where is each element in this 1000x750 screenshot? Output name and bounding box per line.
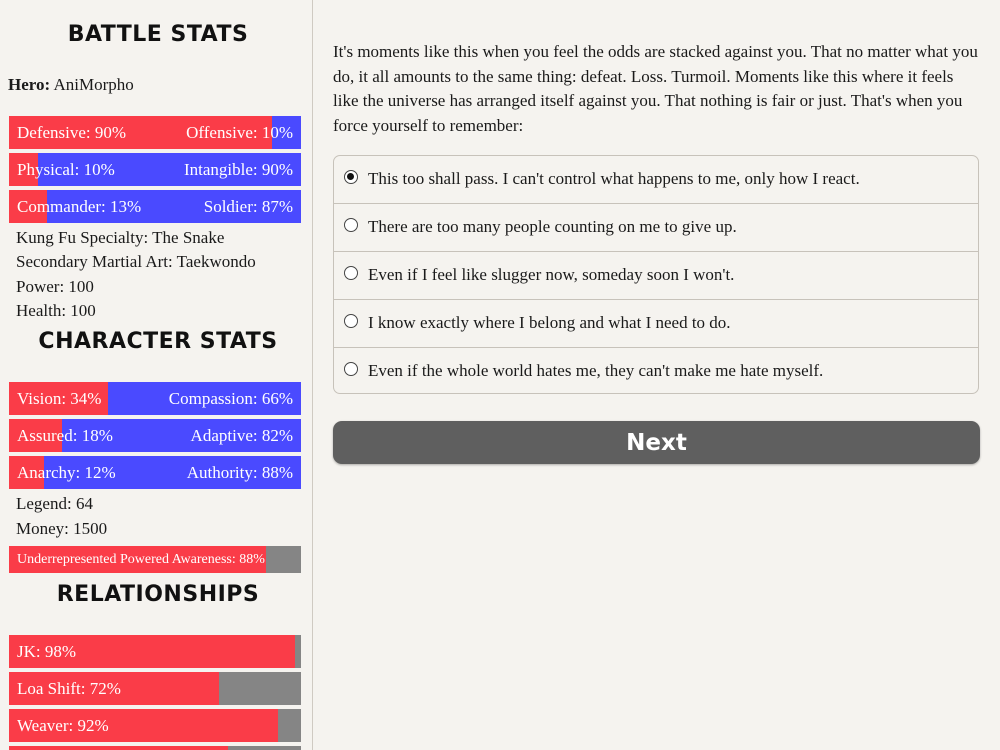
stat-bar-right-label: Authority: 88% [186,463,293,482]
stat-bar-defensive-offensive [9,116,301,149]
stat-bar-right-label: Soldier: 87% [203,197,293,216]
story-panel [314,0,1000,750]
choice-option[interactable] [334,204,978,252]
stat-bar-assured-adaptive [9,419,301,452]
choice-option[interactable] [334,252,978,300]
radio-button-icon[interactable] [344,266,358,280]
battle-stats-title: BATTLE STATS [67,22,249,47]
stat-bar-anarchy-authority [9,456,301,489]
stat-bar-left-label: Defensive: 90% [17,123,127,142]
hero-line [8,75,134,95]
choice-option[interactable] [334,300,978,348]
relationship-bar-label: JK: 98% [17,642,77,661]
secondary-martial-art: Secondary Martial Art: Taekwondo [16,252,256,271]
choice-label: Even if the whole world hates me, they can't make me hate myself. [368,361,824,380]
health-stat: Health: 100 [16,301,96,320]
choice-label: This too shall pass. I can't control what happens to me, only how I react. [368,169,860,188]
relationship-bar-fill [9,746,228,750]
relationship-bar-label: Loa Shift: 72% [17,679,121,698]
hero-label: Hero: [8,75,51,94]
kung-fu-specialty: Kung Fu Specialty: The Snake [16,228,225,247]
awareness-bar-label: Underrepresented Powered Awareness: 88% [17,552,265,567]
awareness-bar [9,546,301,573]
story-text: It's moments like this when you feel the odds are stacked against you. That no matter what you do, it all amounts to the same thing: defeat. Loss. Turmoil. Moments like this where it feels like the universe has arranged itself against you. That nothing is fair or just. That's when you force yourself to remember: [333,42,978,135]
choice-label: There are too many people counting on me to give up. [368,217,737,236]
legend-stat: Legend: 64 [16,494,93,513]
stat-bar-vision-compassion [9,382,301,415]
stat-bar-right-label: Intangible: 90% [183,160,293,179]
hero-name: AniMorpho [53,75,134,94]
choice-option[interactable] [334,348,978,394]
stat-bar-right-label: Offensive: 10% [186,123,293,142]
choice-label: Even if I feel like slugger now, someday soon I won't. [368,265,735,284]
relationship-bar-label: Weaver: 92% [17,716,109,735]
stat-bar-right-label: Adaptive: 82% [190,426,293,445]
power-stat: Power: 100 [16,277,94,296]
stats-sidebar [0,0,313,750]
radio-button-icon[interactable] [344,314,358,328]
relationships-title: RELATIONSHIPS [56,582,260,607]
stat-bar-commander-soldier [9,190,301,223]
character-stats-title: CHARACTER STATS [38,329,278,354]
radio-button-icon[interactable] [344,218,358,232]
relationship-bar-partial [9,746,301,750]
radio-button-icon[interactable] [344,170,358,184]
choice-list [333,155,979,394]
stat-bar-physical-intangible [9,153,301,186]
radio-button-icon[interactable] [344,362,358,376]
stat-bar-left-label: Physical: 10% [17,160,115,179]
stat-bar-left-label: Anarchy: 12% [17,463,116,482]
next-button[interactable]: Next [333,421,980,464]
relationship-bar-loa-shift [9,672,301,705]
stat-bar-right-label: Compassion: 66% [168,389,293,408]
stat-bar-left-label: Assured: 18% [17,426,113,445]
stat-bar-left-label: Vision: 34% [17,389,102,408]
relationship-bar-weaver [9,709,301,742]
choice-option[interactable] [334,156,978,204]
relationship-bar-jk [9,635,301,668]
money-stat: Money: 1500 [16,519,108,538]
stat-bar-left-label: Commander: 13% [17,197,142,216]
choice-label: I know exactly where I belong and what I need to do. [368,313,731,332]
